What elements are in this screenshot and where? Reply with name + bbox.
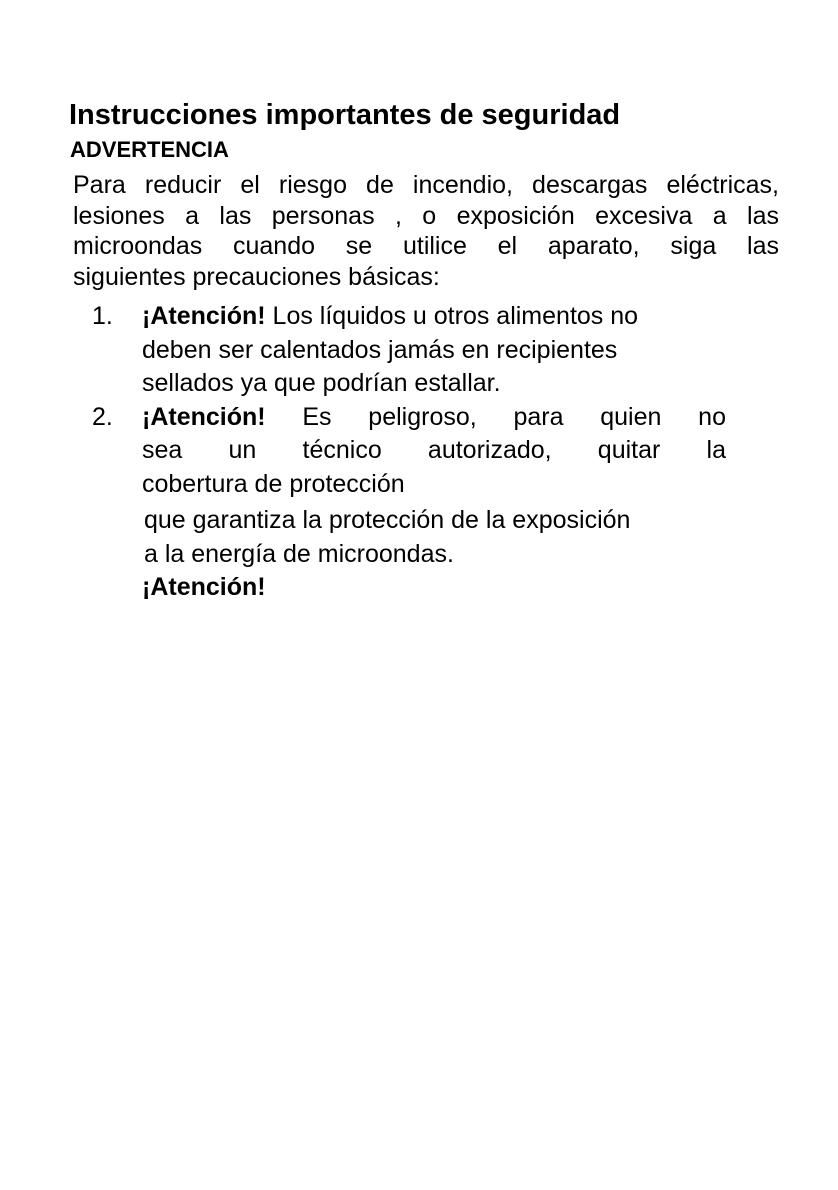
precautions-list: [92, 300, 726, 605]
intro-line: lesiones a las personas , o exposición excesiva a las: [73, 201, 779, 230]
item-line: que garantiza la protección de la exposición: [144, 506, 631, 534]
item-number: 1.: [92, 302, 113, 330]
item-line: cobertura de protección: [142, 469, 405, 498]
item-line: sellados ya que podrían estallar.: [142, 369, 501, 397]
intro-paragraph: [73, 170, 779, 292]
attention-label: ¡Atención!: [142, 402, 266, 431]
item-line: sea un técnico autorizado, quitar la: [142, 436, 726, 464]
item-number: 2.: [92, 402, 113, 431]
item-first-line: [142, 401, 726, 435]
intro-line: microondas cuando se utilice el aparato, siga las: [73, 232, 779, 260]
intro-line: siguientes precauciones básicas:: [73, 262, 440, 291]
item-line: deben ser calentados jamás en recipientes: [142, 335, 618, 364]
item-first-line-text: Es peligroso, para quien no: [265, 402, 726, 431]
attention-label: ¡Atención!: [142, 302, 266, 330]
warning-label: ADVERTENCIA: [70, 137, 229, 162]
item-line: a la energía de microondas.: [144, 539, 454, 568]
intro-line: Para reducir el riesgo de incendio, descargas eléctricas,: [73, 171, 779, 199]
list-item: [92, 300, 726, 401]
list-item: [92, 401, 726, 605]
item-first-line: [142, 300, 726, 334]
item-first-line-text: Los líquidos u otros alimentos no: [265, 302, 639, 330]
attention-label: ¡Atención!: [142, 573, 266, 601]
page-title: Instrucciones importantes de seguridad: [69, 99, 621, 131]
item-line: [142, 571, 726, 605]
